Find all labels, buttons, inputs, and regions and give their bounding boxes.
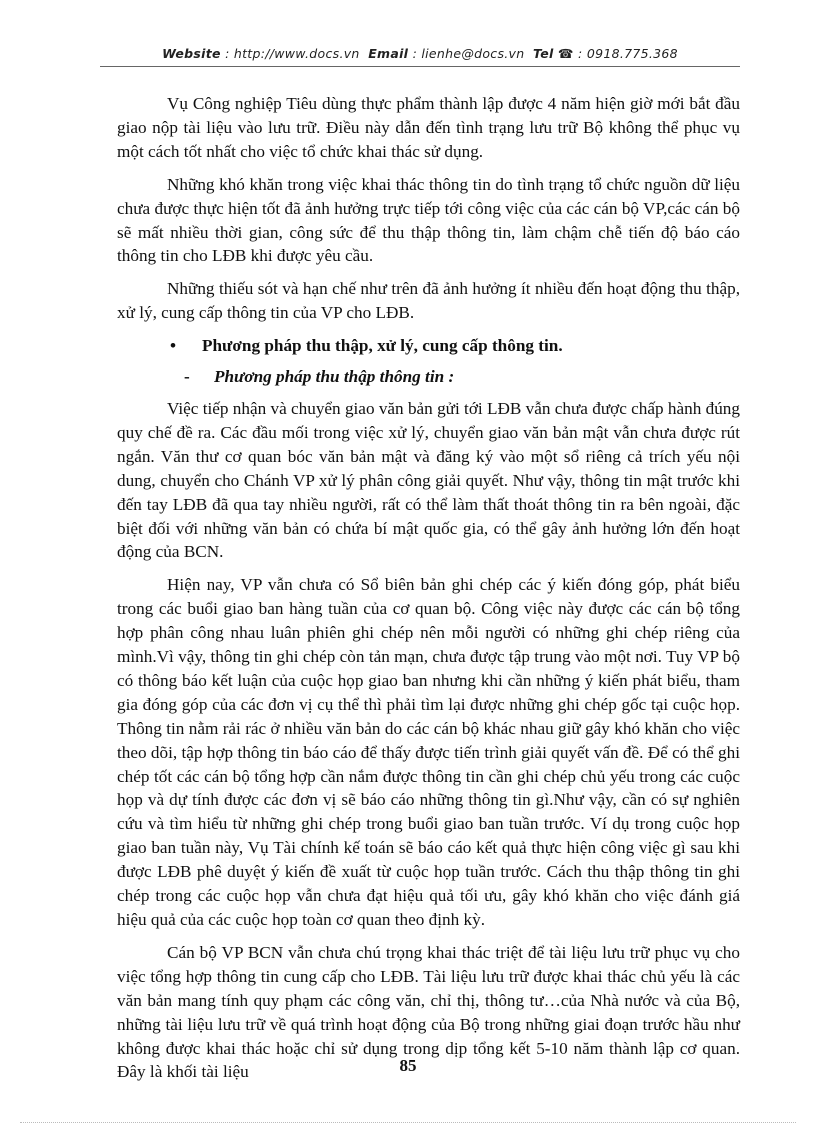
- paragraph-1: Vụ Công nghiệp Tiêu dùng thực phẩm thành lập được 4 năm hiện giờ mới bắt đầu giao nộp tài liệu vào lưu trữ. Điều này dẫn đến tình trạng lưu trữ Bộ không thể phục vụ một cách tốt nhất cho việc tổ chức khai thác sử dụng.: [117, 94, 740, 161]
- header-divider: [100, 66, 740, 67]
- email-value: : lienhe@docs.vn: [412, 46, 525, 61]
- document-body: [117, 92, 740, 1093]
- paragraph-6: Cán bộ VP BCN vẫn chưa chú trọng khai thác triệt để tài liệu lưu trữ phục vụ cho việc tổng hợp thông tin cung cấp cho LĐB. Tài liệu lưu trữ được khai thác chủ yếu là các văn bản mang tính quy phạm các công văn, chỉ thị, thông tư…của Nhà nước và của Bộ, những tài liệu lưu trữ về quá trình hoạt động của Bộ trong những giai đoạn trước hầu như không được khai thác hoặc chỉ sử dụng trong dịp tổng kết 5-10 năm thành lập cơ quan. Đây là khối tài liệu: [117, 942, 740, 1082]
- dash-mark: -: [184, 367, 190, 387]
- tel-value: : 0918.775.368: [578, 46, 678, 61]
- phone-icon: ☎: [557, 46, 574, 61]
- email-label: Email: [368, 46, 409, 61]
- tel-label: Tel: [533, 46, 554, 61]
- bullet-heading: [117, 334, 740, 358]
- paragraph-5: Hiện nay, VP vẫn chưa có Sổ biên bản ghi chép các ý kiến đóng góp, phát biểu trong các buổi giao ban hàng tuần của cơ quan bộ. Công việc này được các cán bộ tổng hợp phân công nhau luân phiên ghi chép nên mỗi người có những ghi chép riêng của mình.Vì vậy, thông tin ghi chép còn tản mạn, chưa được tập trung vào một nơi. Tuy VP bộ có thông báo kết luận của cuộc họp giao ban nhưng khi cần những ý kiến phát biểu, tham gia đóng góp của các đơn vị cụ thể thì phải tìm lại được những ghi chép gốc tại cuộc họp. Thông tin nằm rải rác ở nhiều văn bản do các cán bộ khác nhau giữ gây khó khăn cho việc theo dõi, tập hợp thông tin báo cáo để thấy được tiến trình giải quyết vấn đề. Để có thể ghi chép tốt các cán bộ tổng hợp cần nắm được thông tin cần ghi chép chủ yếu trong các cuộc họp và dự tính được các đơn vị sẽ báo cáo những thông tin gì.Như vậy, cần có sự nghiên cứu và tìm hiểu từ những ghi chép trong buổi giao ban tuần trước. Ví dụ trong cuộc họp giao ban tuần này, Vụ Tài chính kế toán sẽ báo cáo kết quả thực hiện công việc gì sau khi được LĐB phê duyệt ý kiến đề xuất từ cuộc họp tuần trước. Cách thu thập thông tin ghi chép trong các cuộc họp vẫn chưa đạt hiệu quả tối ưu, gây khó khăn cho việc đánh giá hiệu quả của các cuộc họp toàn cơ quan theo định kỳ.: [117, 575, 740, 929]
- paragraph-3: Những thiếu sót và hạn chế như trên đã ảnh hưởng ít nhiều đến hoạt động thu thập, xử lý, cung cấp thông tin của VP cho LĐB.: [117, 279, 740, 323]
- bullet-heading-text: Phương pháp thu thập, xử lý, cung cấp thông tin.: [202, 336, 563, 356]
- website-label: Website: [162, 46, 221, 61]
- paragraph-4: Việc tiếp nhận và chuyển giao văn bản gửi tới LĐB vẫn chưa được chấp hành đúng quy chế đề ra. Các đầu mối trong việc xử lý, chuyển giao văn bản mật vẫn chưa được rút ngắn. Văn thư cơ quan bóc văn bản mật và đăng ký vào một sổ riêng cả trích yếu nội dung, chuyển cho Chánh VP xử lý phân công giải quyết. Như vậy, thông tin mật trước khi đến tay LĐB đã qua tay nhiều người, rất có thể làm thất thoát thông tin ra bên ngoài, đặc biệt đối với những văn bản có chứa bí mật quốc gia, có thể gây ảnh hưởng lớn đến hoạt động của BCN.: [117, 398, 740, 562]
- paragraph-2: Những khó khăn trong việc khai thác thông tin do tình trạng tổ chức nguồn dữ liệu chưa được thực hiện tốt đã ảnh hưởng trực tiếp tới công việc của các cán bộ VP,các cán bộ sẽ mất nhiều thời gian, công sức để thu thập thông tin, làm chậm chễ tiến độ báo cáo thông tin cho LĐB khi được yêu cầu.: [117, 174, 740, 266]
- page-header: [100, 46, 740, 61]
- subheading-text: Phương pháp thu thập thông tin :: [214, 367, 455, 387]
- bullet-mark: •: [170, 336, 177, 356]
- subheading: [117, 365, 740, 389]
- page-number: 85: [399, 1056, 417, 1075]
- website-value: : http://www.docs.vn: [225, 46, 360, 61]
